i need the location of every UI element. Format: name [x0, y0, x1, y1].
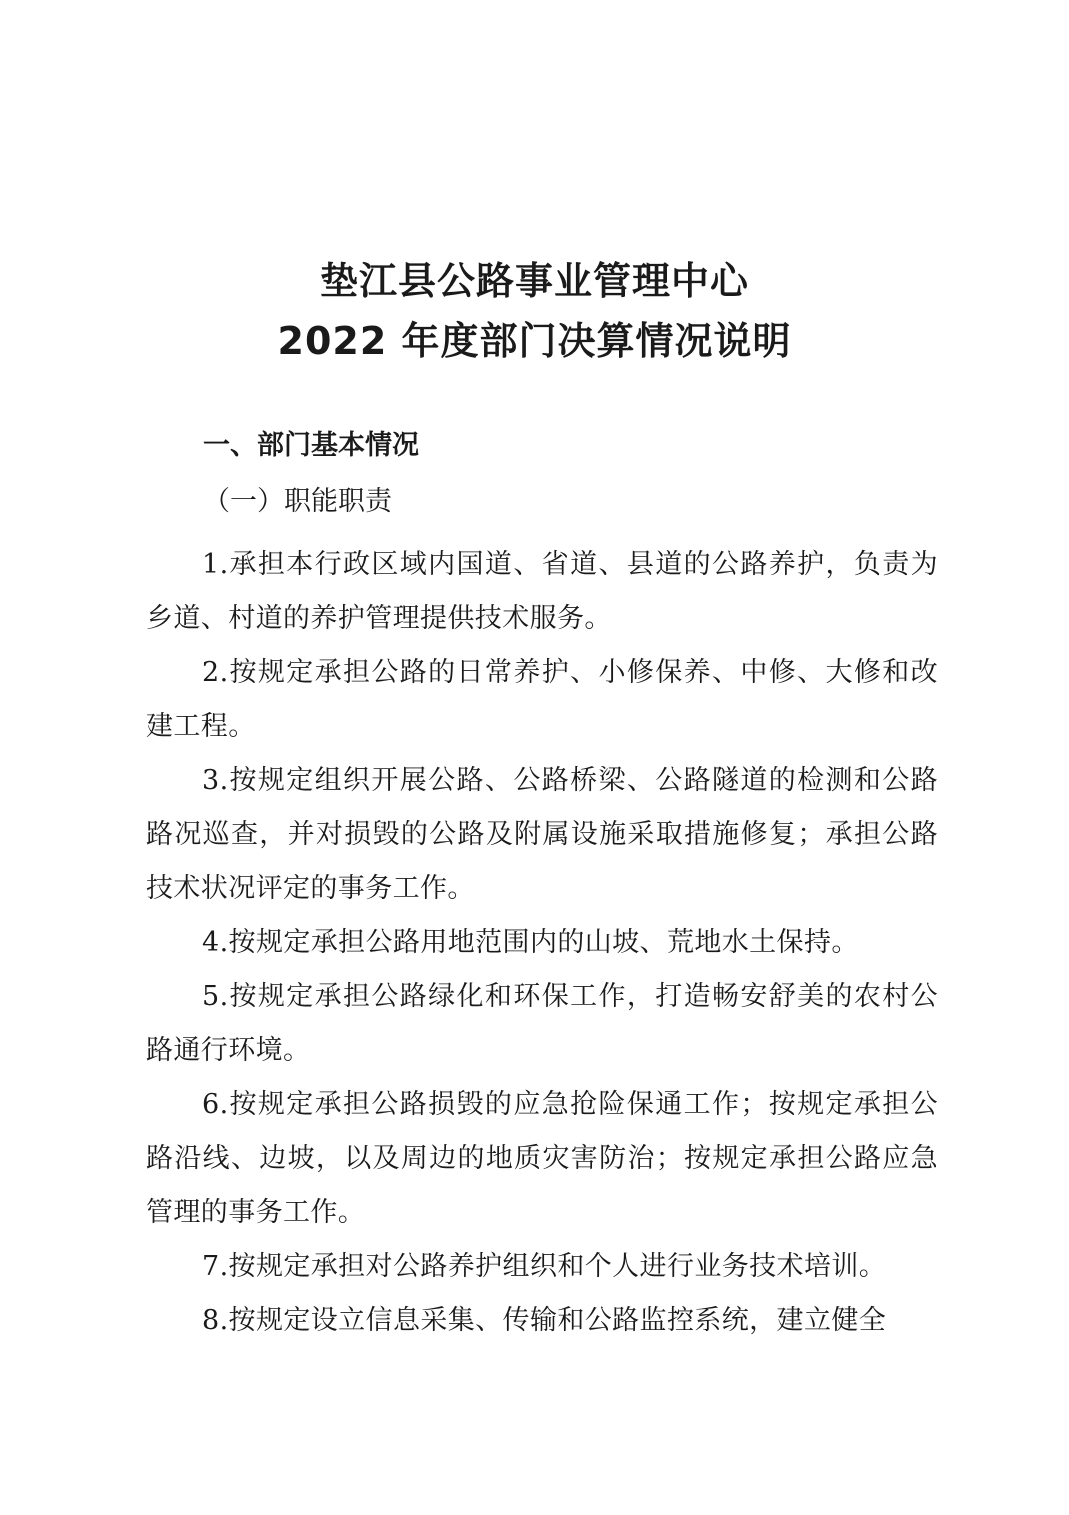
section-heading: 一、部门基本情况 — [203, 430, 419, 461]
paragraph: 5.按规定承担公路绿化和环保工作，打造畅安舒美的农村公路通行环境。 — [146, 981, 938, 1066]
paragraph: 3.按规定组织开展公路、公路桥梁、公路隧道的检测和公路路况巡查，并对损毁的公路及附属设施采取措施修复；承担公路技术状况评定的事务工作。 — [146, 765, 938, 904]
paragraph: 7.按规定承担对公路养护组织和个人进行业务技术培训。 — [202, 1251, 887, 1282]
paragraph: 1.承担本行政区域内国道、省道、县道的公路养护，负责为乡道、村道的养护管理提供技术服务。 — [146, 549, 938, 634]
paragraph: 8.按规定设立信息采集、传输和公路监控系统，建立健全 — [202, 1305, 887, 1336]
paragraph: 6.按规定承担公路损毁的应急抢险保通工作；按规定承担公路沿线、边坡，以及周边的地质灾害防治；按规定承担公路应急管理的事务工作。 — [146, 1089, 938, 1228]
document-title-line2: 2022 年度部门决算情况说明 — [277, 319, 792, 363]
paragraph: 4.按规定承担公路用地范围内的山坡、荒地水土保持。 — [202, 927, 859, 958]
subsection-heading: （一）职能职责 — [203, 486, 392, 517]
document-title-line1: 垫江县公路事业管理中心 — [319, 259, 749, 303]
paragraph: 2.按规定承担公路的日常养护、小修保养、中修、大修和改建工程。 — [146, 657, 938, 742]
document-body — [146, 538, 938, 1348]
